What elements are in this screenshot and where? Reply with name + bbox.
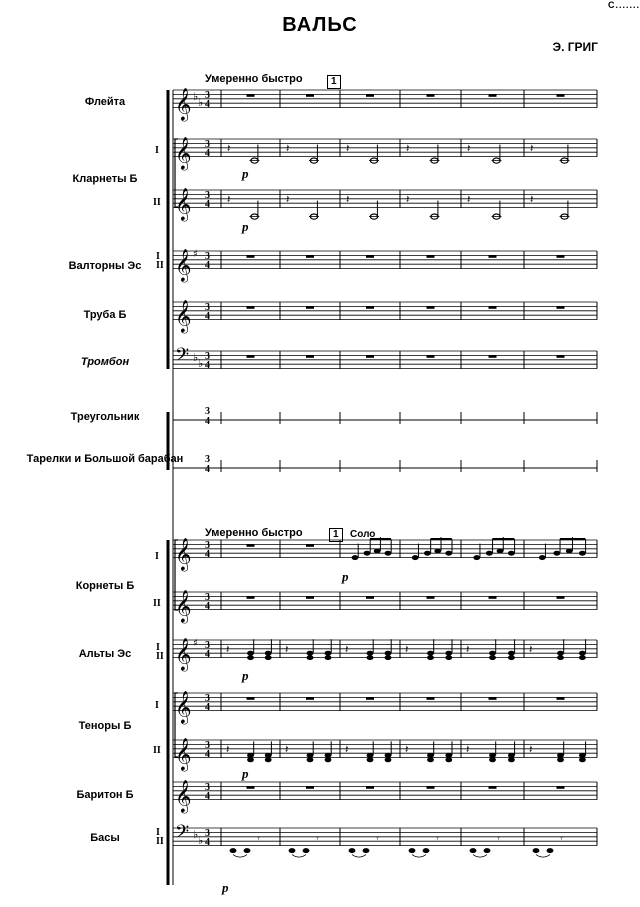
part-number-cornet-1: I <box>155 551 159 562</box>
quarter-note-tenor-2 <box>307 757 314 762</box>
quarter-rest-clarinet-2: 𝄽 <box>467 193 471 206</box>
part-number-clarinet-1: I <box>155 145 159 156</box>
quarter-note-altos <box>489 651 496 656</box>
time-sig-bottom-clarinet-2: 4 <box>205 199 210 210</box>
bass-note-basses <box>303 848 310 853</box>
bass-note-basses <box>484 848 491 853</box>
whole-rest-baritone <box>247 786 255 788</box>
whole-rest-horns <box>557 255 565 257</box>
whole-rest-trumpet <box>427 306 435 308</box>
quarter-note-tenor-2 <box>489 753 496 758</box>
time-sig-bottom-tenor-2: 4 <box>205 749 210 760</box>
flat-sign-flute: ♭ <box>193 90 199 103</box>
treble-clef-cornet-2: 𝄞 <box>175 589 192 623</box>
bass-note-basses <box>230 848 237 853</box>
time-sig-top-flute: 3 <box>205 90 210 101</box>
whole-rest-flute <box>489 94 497 96</box>
quarter-note-altos <box>247 655 254 660</box>
quarter-note-altos <box>325 651 332 656</box>
time-sig-bottom-basses: 4 <box>205 837 210 848</box>
whole-rest-horns <box>306 255 314 257</box>
time-sig-top-tenor-1: 3 <box>205 693 210 704</box>
rehearsal-mark-bottom: 1 <box>329 528 343 542</box>
treble-clef-tenor-1: 𝄞 <box>175 690 192 724</box>
whole-rest-baritone <box>306 786 314 788</box>
tie-basses <box>352 855 366 858</box>
whole-rest-horns <box>366 255 374 257</box>
whole-rest-cornet-1 <box>306 544 314 546</box>
quarter-note-tenor-2 <box>579 757 586 762</box>
time-sig-top-basses: 3 <box>205 828 210 839</box>
bass-note-basses <box>409 848 416 853</box>
quarter-note-altos <box>508 651 515 656</box>
quarter-note-altos <box>508 655 515 660</box>
quarter-note-altos <box>247 651 254 656</box>
quarter-note-altos <box>427 655 434 660</box>
whole-rest-horns <box>247 255 255 257</box>
part-number-clarinet-2: II <box>153 197 161 208</box>
whole-rest-trumpet <box>557 306 565 308</box>
melody-note-cornet-1 <box>553 551 560 556</box>
whole-rest-trombone <box>247 355 255 357</box>
time-sig-bottom-tenor-1: 4 <box>205 702 210 713</box>
treble-clef-clarinet-2: 𝄞 <box>175 187 192 221</box>
quarter-rest-altos: 𝄽 <box>285 643 289 656</box>
tie-basses <box>233 855 247 858</box>
eighth-rest-basses: 𝄾 <box>257 832 260 845</box>
melody-note-cornet-1 <box>364 551 371 556</box>
quarter-rest-clarinet-1: 𝄽 <box>346 142 350 155</box>
time-sig-bottom-flute: 4 <box>205 99 210 110</box>
whole-rest-baritone <box>366 786 374 788</box>
whole-rest-horns <box>489 255 497 257</box>
melody-note-cornet-1 <box>424 551 431 556</box>
bass-note-basses <box>533 848 540 853</box>
quarter-note-tenor-2 <box>427 757 434 762</box>
treble-clef-altos: 𝄞 <box>175 637 192 671</box>
treble-clef-flute: 𝄞 <box>175 87 192 121</box>
time-sig-top-altos: 3 <box>205 640 210 651</box>
whole-rest-flute <box>366 94 374 96</box>
eighth-rest-basses: 𝄾 <box>376 832 379 845</box>
quarter-note-tenor-2 <box>325 753 332 758</box>
melody-note-cornet-1 <box>473 555 480 560</box>
eighth-rest-basses: 𝄾 <box>436 832 439 845</box>
part-number-basses: I II <box>156 827 164 847</box>
treble-clef-baritone: 𝄞 <box>175 779 192 813</box>
time-sig-bottom-horns: 4 <box>205 260 210 271</box>
time-sig-top-cornet-1: 3 <box>205 540 210 551</box>
quarter-note-tenor-2 <box>325 757 332 762</box>
melody-note-cornet-1 <box>579 551 586 556</box>
quarter-note-altos <box>325 655 332 660</box>
dynamic-cornet-1: p <box>342 569 349 584</box>
quarter-note-tenor-2 <box>579 753 586 758</box>
instrument-basses: Басы <box>90 832 120 844</box>
instrument-trombone: Тромбон <box>80 356 130 368</box>
instrument-triangle: Треугольник <box>70 411 140 423</box>
treble-clef-tenor-2: 𝄞 <box>175 737 192 771</box>
quarter-note-tenor-2 <box>367 753 374 758</box>
time-sig-bottom-cymbals: 4 <box>205 464 210 475</box>
quarter-rest-tenor-2: 𝄽 <box>345 743 349 756</box>
page-corner-mark: С....... <box>607 0 640 10</box>
whole-rest-horns <box>427 255 435 257</box>
whole-rest-tenor-1 <box>489 697 497 699</box>
whole-rest-tenor-1 <box>247 697 255 699</box>
part-number-altos: I II <box>156 642 164 662</box>
treble-clef-trumpet: 𝄞 <box>175 299 192 333</box>
quarter-note-altos <box>367 651 374 656</box>
whole-rest-trombone <box>427 355 435 357</box>
whole-rest-baritone <box>557 786 565 788</box>
melody-note-cornet-1 <box>445 551 452 556</box>
quarter-note-tenor-2 <box>265 753 272 758</box>
whole-rest-flute <box>247 94 255 96</box>
quarter-rest-tenor-2: 𝄽 <box>529 743 533 756</box>
melody-note-cornet-1 <box>385 551 392 556</box>
quarter-rest-clarinet-1: 𝄽 <box>227 142 231 155</box>
dynamic-clarinet-2: p <box>242 219 249 234</box>
dynamic-clarinet-1: p <box>242 166 249 181</box>
quarter-rest-tenor-2: 𝄽 <box>285 743 289 756</box>
quarter-note-tenor-2 <box>385 753 392 758</box>
tie-basses <box>412 855 426 858</box>
quarter-note-altos <box>579 651 586 656</box>
melody-note-cornet-1 <box>374 549 381 554</box>
treble-clef-clarinet-1: 𝄞 <box>175 136 192 170</box>
tie-basses <box>473 855 487 858</box>
eighth-rest-basses: 𝄾 <box>560 832 563 845</box>
bass-note-basses <box>470 848 477 853</box>
quarter-note-tenor-2 <box>508 753 515 758</box>
whole-rest-cornet-2 <box>366 596 374 598</box>
melody-note-cornet-1 <box>434 549 441 554</box>
whole-rest-trumpet <box>489 306 497 308</box>
bass-note-basses <box>289 848 296 853</box>
instrument-cornets: Корнеты Б <box>75 580 135 592</box>
instrument-horns: Валторны Эс <box>68 260 142 272</box>
flat-sign-basses: ♭ <box>198 834 204 847</box>
quarter-note-tenor-2 <box>445 757 452 762</box>
quarter-rest-tenor-2: 𝄽 <box>405 743 409 756</box>
part-number-tenor-2: II <box>153 745 161 756</box>
quarter-note-altos <box>265 651 272 656</box>
melody-note-cornet-1 <box>539 555 546 560</box>
flat-sign-trombone: ♭ <box>193 351 199 364</box>
whole-rest-tenor-1 <box>366 697 374 699</box>
quarter-note-tenor-2 <box>508 757 515 762</box>
whole-rest-baritone <box>427 786 435 788</box>
time-sig-top-tenor-2: 3 <box>205 740 210 751</box>
whole-rest-trumpet <box>247 306 255 308</box>
whole-rest-cornet-2 <box>306 596 314 598</box>
piece-title: ВАЛЬС <box>282 14 358 36</box>
quarter-note-altos <box>385 651 392 656</box>
time-sig-bottom-clarinet-1: 4 <box>205 148 210 159</box>
whole-rest-trumpet <box>366 306 374 308</box>
quarter-rest-clarinet-2: 𝄽 <box>530 193 534 206</box>
rehearsal-mark-top: 1 <box>327 75 341 89</box>
quarter-note-tenor-2 <box>557 757 564 762</box>
eighth-rest-basses: 𝄾 <box>497 832 500 845</box>
bass-note-basses <box>349 848 356 853</box>
instrument-tenors: Теноры Б <box>78 720 132 732</box>
instrument-altos: Альты Эс <box>78 648 132 660</box>
quarter-rest-clarinet-2: 𝄽 <box>406 193 410 206</box>
whole-rest-baritone <box>489 786 497 788</box>
quarter-note-altos <box>557 655 564 660</box>
bass-clef-basses: 𝄢 <box>175 822 190 847</box>
quarter-note-altos <box>307 655 314 660</box>
quarter-rest-tenor-2: 𝄽 <box>466 743 470 756</box>
time-sig-bottom-altos: 4 <box>205 649 210 660</box>
dynamic-basses: p <box>222 880 229 895</box>
bass-note-basses <box>423 848 430 853</box>
quarter-note-tenor-2 <box>247 753 254 758</box>
solo-marking: Соло <box>350 529 376 540</box>
whole-rest-flute <box>427 94 435 96</box>
eighth-rest-basses: 𝄾 <box>316 832 319 845</box>
bass-note-basses <box>363 848 370 853</box>
quarter-rest-clarinet-1: 𝄽 <box>406 142 410 155</box>
whole-rest-cornet-2 <box>557 596 565 598</box>
quarter-note-tenor-2 <box>445 753 452 758</box>
whole-rest-cornet-2 <box>489 596 497 598</box>
whole-rest-cornet-2 <box>247 596 255 598</box>
quarter-rest-altos: 𝄽 <box>529 643 533 656</box>
quarter-rest-clarinet-1: 𝄽 <box>530 142 534 155</box>
quarter-note-tenor-2 <box>247 757 254 762</box>
treble-clef-cornet-1: 𝄞 <box>175 537 192 571</box>
time-sig-top-clarinet-2: 3 <box>205 190 210 201</box>
quarter-rest-clarinet-2: 𝄽 <box>227 193 231 206</box>
composer-name: Э. ГРИГ <box>552 40 598 54</box>
tempo-marking-bottom: Умеренно быстро <box>205 527 303 539</box>
quarter-rest-clarinet-1: 𝄽 <box>467 142 471 155</box>
quarter-rest-tenor-2: 𝄽 <box>226 743 230 756</box>
flat-sign-flute: ♭ <box>198 96 204 109</box>
quarter-rest-clarinet-2: 𝄽 <box>346 193 350 206</box>
quarter-note-altos <box>307 651 314 656</box>
whole-rest-trombone <box>306 355 314 357</box>
sharp-sign-altos: ♯ <box>193 638 198 649</box>
bass-note-basses <box>547 848 554 853</box>
quarter-note-tenor-2 <box>307 753 314 758</box>
quarter-note-altos <box>445 651 452 656</box>
quarter-rest-clarinet-2: 𝄽 <box>286 193 290 206</box>
quarter-note-altos <box>367 655 374 660</box>
quarter-note-altos <box>385 655 392 660</box>
melody-note-cornet-1 <box>412 555 419 560</box>
time-sig-top-trombone: 3 <box>205 351 210 362</box>
quarter-rest-altos: 𝄽 <box>405 643 409 656</box>
time-sig-top-cornet-2: 3 <box>205 592 210 603</box>
time-sig-top-triangle: 3 <box>205 406 210 417</box>
quarter-note-altos <box>557 651 564 656</box>
whole-rest-flute <box>557 94 565 96</box>
whole-rest-trombone <box>366 355 374 357</box>
tie-basses <box>292 855 306 858</box>
whole-rest-tenor-1 <box>557 697 565 699</box>
melody-note-cornet-1 <box>352 555 359 560</box>
quarter-note-tenor-2 <box>385 757 392 762</box>
melody-note-cornet-1 <box>497 549 504 554</box>
instrument-trumpet: Труба Б <box>83 309 127 321</box>
time-sig-top-horns: 3 <box>205 251 210 262</box>
bass-note-basses <box>244 848 251 853</box>
quarter-note-altos <box>445 655 452 660</box>
part-number-tenor-1: I <box>155 700 159 711</box>
quarter-rest-altos: 𝄽 <box>226 643 230 656</box>
quarter-rest-altos: 𝄽 <box>345 643 349 656</box>
quarter-note-tenor-2 <box>265 757 272 762</box>
quarter-note-tenor-2 <box>367 757 374 762</box>
quarter-note-altos <box>265 655 272 660</box>
bass-clef-trombone: 𝄢 <box>175 345 190 370</box>
time-sig-top-clarinet-1: 3 <box>205 139 210 150</box>
whole-rest-tenor-1 <box>306 697 314 699</box>
melody-note-cornet-1 <box>508 551 515 556</box>
quarter-rest-clarinet-1: 𝄽 <box>286 142 290 155</box>
time-sig-bottom-triangle: 4 <box>205 416 210 427</box>
quarter-note-altos <box>427 651 434 656</box>
whole-rest-cornet-2 <box>427 596 435 598</box>
melody-note-cornet-1 <box>566 549 573 554</box>
quarter-note-tenor-2 <box>427 753 434 758</box>
flat-sign-basses: ♭ <box>193 828 199 841</box>
part-number-cornet-2: II <box>153 598 161 609</box>
quarter-note-tenor-2 <box>557 753 564 758</box>
whole-rest-flute <box>306 94 314 96</box>
time-sig-bottom-trumpet: 4 <box>205 311 210 322</box>
time-sig-bottom-cornet-2: 4 <box>205 601 210 612</box>
quarter-rest-altos: 𝄽 <box>466 643 470 656</box>
whole-rest-trombone <box>489 355 497 357</box>
flat-sign-trombone: ♭ <box>198 357 204 370</box>
time-sig-top-cymbals: 3 <box>205 454 210 465</box>
time-sig-top-baritone: 3 <box>205 782 210 793</box>
dynamic-altos: p <box>242 668 249 683</box>
melody-note-cornet-1 <box>486 551 493 556</box>
tempo-marking-top: Умеренно быстро <box>205 73 303 85</box>
whole-rest-cornet-1 <box>247 544 255 546</box>
instrument-baritone: Баритон Б <box>76 789 134 801</box>
tie-basses <box>536 855 550 858</box>
time-sig-bottom-baritone: 4 <box>205 791 210 802</box>
part-number-horns: I II <box>156 251 164 271</box>
sharp-sign-horns: ♯ <box>193 249 198 260</box>
whole-rest-trombone <box>557 355 565 357</box>
instrument-cymbals-bass-drum: Тарелки и Большой барабан <box>26 453 184 465</box>
dynamic-tenor-2: p <box>242 766 249 781</box>
quarter-note-altos <box>489 655 496 660</box>
time-sig-bottom-cornet-1: 4 <box>205 549 210 560</box>
treble-clef-horns: 𝄞 <box>175 248 192 282</box>
instrument-flute: Флейта <box>84 96 126 108</box>
instrument-clarinets: Кларнеты Б <box>72 173 138 185</box>
quarter-note-altos <box>579 655 586 660</box>
time-sig-top-trumpet: 3 <box>205 302 210 313</box>
quarter-note-tenor-2 <box>489 757 496 762</box>
whole-rest-trumpet <box>306 306 314 308</box>
time-sig-bottom-trombone: 4 <box>205 360 210 371</box>
whole-rest-tenor-1 <box>427 697 435 699</box>
